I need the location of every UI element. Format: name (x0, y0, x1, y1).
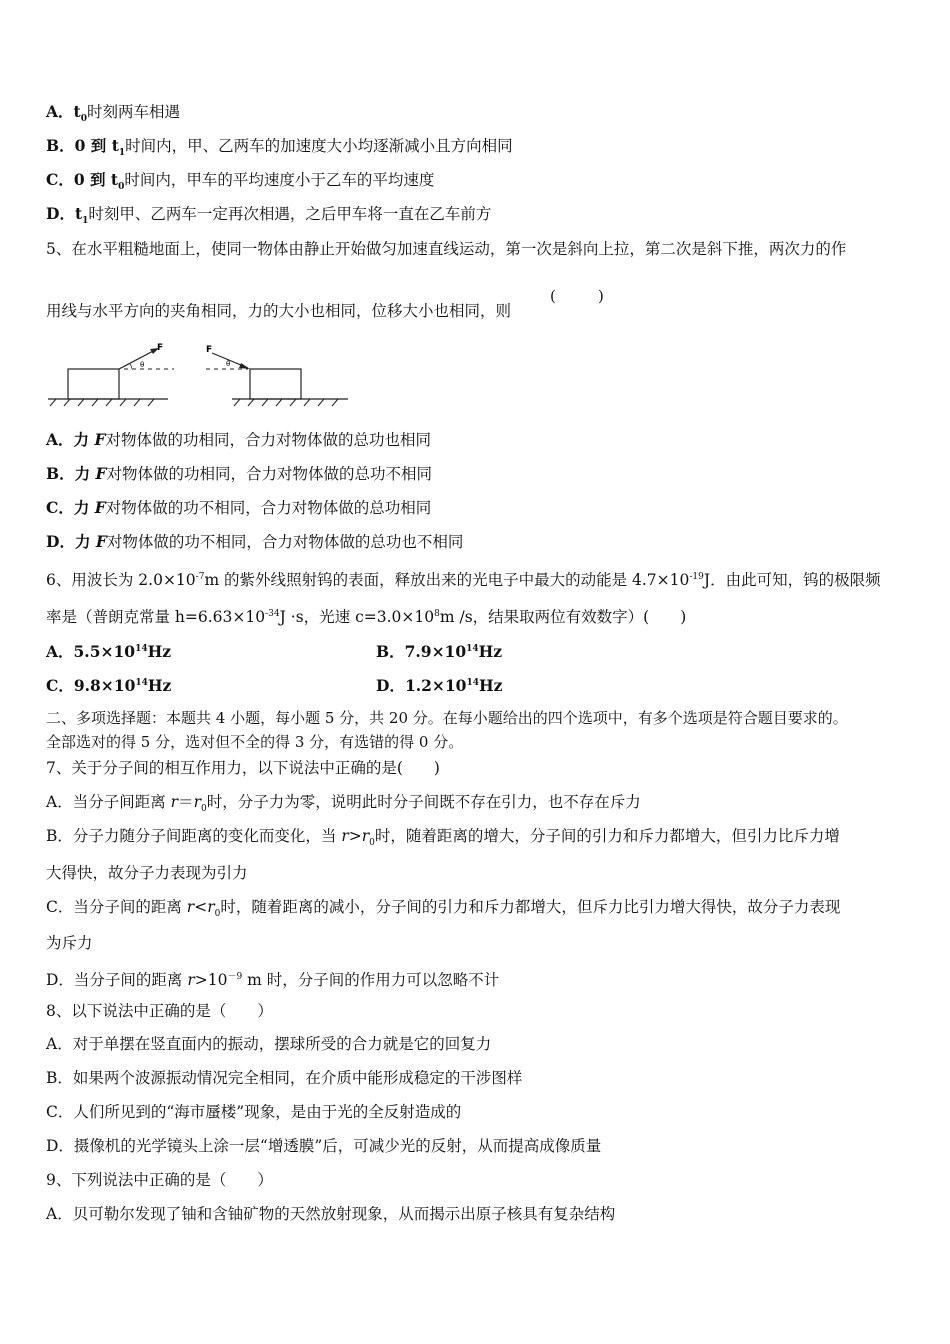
q7-stem: 7、关于分子间的相互作用力，以下说法中正确的是( ) (46, 759, 440, 777)
q7-option-b-cont: 大得快，故分子力表现为引力 (46, 864, 248, 882)
q6-option-d: D．$1.2\times 10^{14}Hz$ (376, 676, 503, 696)
q5-answer-paren-open: ( (550, 287, 556, 305)
q5-answer-paren-close: ) (598, 287, 604, 305)
q5-stem-line1: 5、在水平粗糙地面上，使同一物体由静止开始做匀加速直线运动，第一次是斜向上拉，第二次是斜下推，两次力的作 (46, 240, 847, 258)
q7-option-c: C．当分子间的距离 $r<r_0$时，随着距离的减小，分子间的引力和斥力都增大，但斥力比引力增大得快，故分子力表现 (46, 898, 841, 920)
q5-option-d: D．力 F对物体做的功不相同，合力对物体做的总功也不相同 (46, 532, 464, 551)
section2-heading-line1: 二、多项选择题：本题共 4 小题，每小题 5 分，共 20 分。在每小题给出的四个选项中，有多个选项是符合题目要求的。 (46, 709, 848, 727)
q7-option-d: D．当分子间的距离 $r>10^{-9}$ m 时，分子间的作用力可以忽略不计 (46, 971, 500, 990)
q5-option-c: C．力 F对物体做的功不相同，合力对物体做的总功相同 (46, 498, 432, 517)
q4-option-a: A．$t_0$时刻两车相遇 (46, 102, 180, 125)
q8-option-d: D．摄像机的光学镜头上涂一层“增透膜”后，可减少光的反射，从而提高成像质量 (46, 1137, 602, 1155)
q5-option-a: A．力 F对物体做的功相同，合力对物体做的总功也相同 (46, 430, 431, 449)
q7-option-c-cont: 为斥力 (46, 934, 93, 952)
q6-option-b: B．$7.9\times 10^{14}Hz$ (376, 642, 503, 662)
q4-option-b: B．0 到 $t_1$时间内，甲、乙两车的加速度大小均逐渐减小且方向相同 (46, 136, 513, 159)
q8-option-b: B．如果两个波源振动情况完全相同，在介质中能形成稳定的干涉图样 (46, 1069, 523, 1087)
q5-block-right (250, 369, 301, 399)
q8-option-a: A．对于单摆在竖直面内的振动，摆球所受的合力就是它的回复力 (46, 1035, 492, 1053)
q4-option-d: D．$t_1$时刻甲、乙两车一定再次相遇，之后甲车将一直在乙车前方 (46, 204, 492, 227)
q5-option-b: B．力 F对物体做的功相同，合力对物体做的总功不相同 (46, 464, 433, 483)
q8-option-c: C．人们所见到的“海市蜃楼”现象，是由于光的全反射造成的 (46, 1103, 462, 1121)
q6-option-a: A．$5.5\times 10^{14}Hz$ (46, 642, 172, 662)
q5-stem-line2: 用线与水平方向的夹角相同，力的大小也相同，位移大小也相同，则 (46, 302, 512, 320)
q6-stem-line1: 6、用波长为 $2.0\times 10^{-7}m$ 的紫外线照射钨的表面，释放出来的光电子中最大的动能是 $4.7\times 10^{-19}J$．由此可知，钨的极限频 (46, 571, 881, 590)
q5-force-label-left: F (157, 343, 164, 353)
q4-option-c: C．0 到 $t_0$时间内，甲车的平均速度小于乙车的平均速度 (46, 170, 435, 193)
q6-stem-line2: 率是（普朗克常量 $h=6.63\times 10^{-34}J \cdot s$，光速 $c=3.0\times 10^8m$ /s，结果取两位有效数字）( ) (46, 608, 687, 627)
q9-option-a: A．贝可勒尔发现了铀和含铀矿物的天然放射现象，从而揭示出原子核具有复杂结构 (46, 1205, 616, 1223)
q8-stem: 8、以下说法中正确的是（ ） (46, 1002, 273, 1020)
q5-block-left (68, 369, 119, 399)
q7-option-b: B．分子力随分子间距离的变化而变化，当 $r>r_0$时，随着距离的增大，分子间的引力和斥力都增大，但引力比斥力增 (46, 827, 840, 849)
q5-theta-right: θ (226, 360, 231, 368)
q5-theta-left: θ (140, 361, 145, 369)
q7-option-a: A．当分子间距离 $r=r_0$时，分子力为零，说明此时分子间既不存在引力，也不存在斥力 (46, 793, 641, 815)
q9-stem: 9、下列说法中正确的是（ ） (46, 1171, 273, 1189)
q5-force-diagram (46, 340, 356, 410)
section2-heading-line2: 全部选对的得 5 分，选对但不全的得 3 分，有选错的得 0 分。 (46, 733, 464, 751)
q5-force-label-right: F (206, 345, 213, 355)
q6-option-c: C．$9.8\times 10^{14}Hz$ (46, 676, 172, 696)
